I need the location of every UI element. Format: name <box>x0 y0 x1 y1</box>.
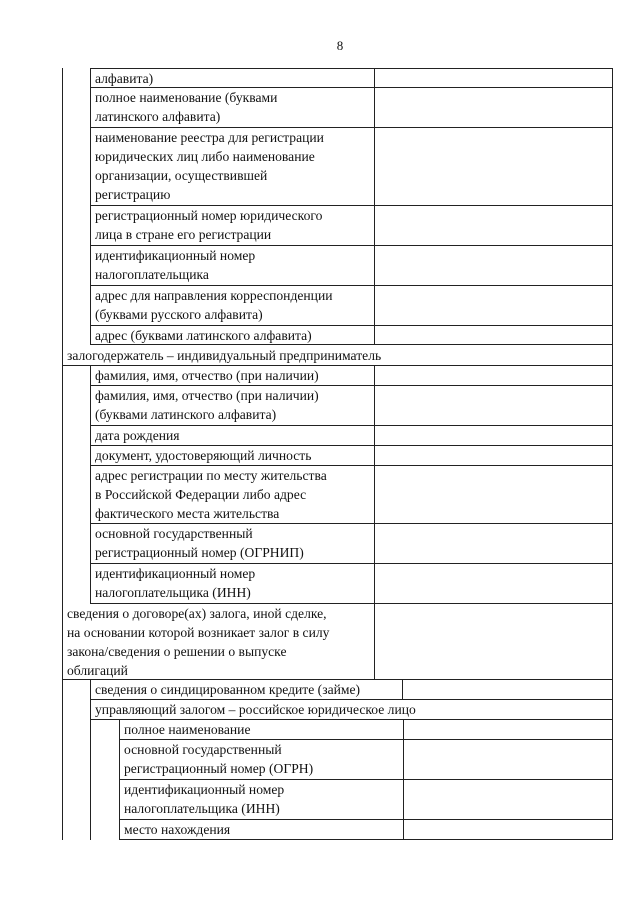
table-row <box>62 88 613 128</box>
section-header-label: залогодержатель – индивидуальный предприниматель <box>62 345 613 366</box>
field-label: адрес для направления корреспонденции (буквами русского алфавита) <box>91 286 375 326</box>
field-value[interactable] <box>375 524 613 564</box>
field-label: наименование реестра для регистрации юридических лиц либо наименование организации, осуществившей регистрацию <box>91 128 375 206</box>
field-label: адрес регистрации по месту жительства в Российской Федерации либо адрес фактического места жительства <box>91 466 375 524</box>
table-row <box>62 366 613 386</box>
managing-pledgee-label: управляющий залогом – российское юридическое лицо <box>91 700 613 720</box>
field-value[interactable] <box>375 466 613 524</box>
section-header-individual <box>62 345 613 366</box>
table-row <box>62 128 613 206</box>
table-row <box>62 68 613 88</box>
field-label: основной государственный регистрационный номер (ОГРН) <box>120 740 404 780</box>
field-value[interactable] <box>404 780 613 820</box>
table-row <box>62 720 613 740</box>
field-value[interactable] <box>375 206 613 246</box>
table-row <box>62 466 613 524</box>
table-row <box>62 524 613 564</box>
field-value[interactable] <box>375 286 613 326</box>
field-value[interactable] <box>375 426 613 446</box>
table-row <box>62 426 613 446</box>
field-label: идентификационный номер налогоплательщика <box>91 246 375 286</box>
table-row <box>62 386 613 426</box>
syndicated-credit-label: сведения о синдицированном кредите (займе) <box>91 680 403 700</box>
field-value[interactable] <box>375 128 613 206</box>
table-row <box>62 780 613 820</box>
table-row <box>62 206 613 246</box>
field-label: полное наименование <box>120 720 404 740</box>
table-row <box>62 740 613 780</box>
field-label: основной государственный регистрационный номер (ОГРНИП) <box>91 524 375 564</box>
contract-info-label: сведения о договоре(ах) залога, иной сделке, на основании которой возникает залог в силу закона/сведения о решении о выпуске облигаций <box>62 604 375 680</box>
table-row <box>62 680 613 700</box>
table-row <box>62 700 613 720</box>
pledge-form-table <box>62 68 613 840</box>
table-row <box>62 564 613 604</box>
field-value[interactable] <box>404 740 613 780</box>
field-label: идентификационный номер налогоплательщика (ИНН) <box>120 780 404 820</box>
field-value[interactable] <box>375 246 613 286</box>
syndicated-credit-value[interactable] <box>403 680 613 700</box>
field-value[interactable] <box>404 720 613 740</box>
field-value[interactable] <box>375 446 613 466</box>
field-value[interactable] <box>375 366 613 386</box>
table-row <box>62 820 613 840</box>
field-value[interactable] <box>375 326 613 345</box>
page-number: 8 <box>336 38 344 53</box>
field-value[interactable] <box>375 68 613 88</box>
field-label: документ, удостоверяющий личность <box>91 446 375 466</box>
table-row <box>62 326 613 345</box>
field-label: дата рождения <box>91 426 375 446</box>
field-label: алфавита) <box>91 68 375 88</box>
field-label: полное наименование (буквами латинского алфавита) <box>91 88 375 128</box>
field-label: адрес (буквами латинского алфавита) <box>91 326 375 345</box>
field-label: фамилия, имя, отчество (при наличии) <box>91 366 375 386</box>
field-label: идентификационный номер налогоплательщика (ИНН) <box>91 564 375 604</box>
field-value[interactable] <box>404 820 613 840</box>
field-label: место нахождения <box>120 820 404 840</box>
table-row <box>62 286 613 326</box>
field-value[interactable] <box>375 88 613 128</box>
field-label: фамилия, имя, отчество (при наличии) (буквами латинского алфавита) <box>91 386 375 426</box>
field-value[interactable] <box>375 564 613 604</box>
field-label: регистрационный номер юридического лица в стране его регистрации <box>91 206 375 246</box>
contract-info-value[interactable] <box>375 604 613 680</box>
field-value[interactable] <box>375 386 613 426</box>
table-row <box>62 446 613 466</box>
table-row <box>62 604 613 680</box>
table-row <box>62 246 613 286</box>
